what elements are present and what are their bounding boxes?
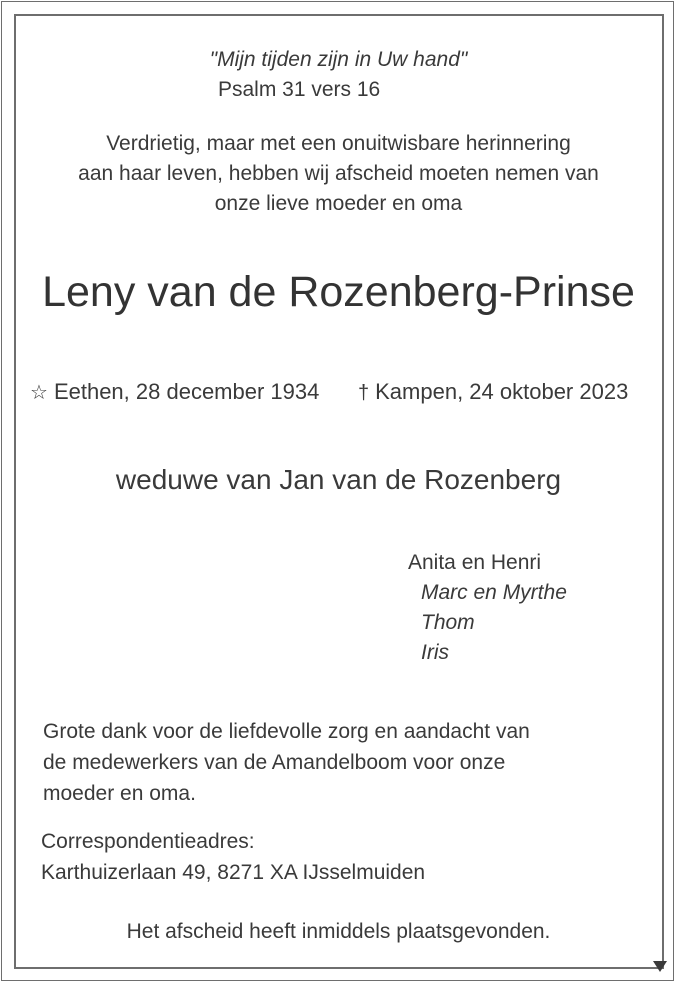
- intro-line: aan haar leven, hebben wij afscheid moeten nemen van: [78, 162, 599, 185]
- farewell-note: Het afscheid heeft inmiddels plaatsgevonden.: [126, 920, 551, 943]
- death-info: [358, 379, 628, 405]
- correspondence-label: Correspondentieadres:: [41, 830, 255, 853]
- intro-line: Verdrietig, maar met een onuitwisbare herinnering: [106, 132, 571, 155]
- correspondence-address: [41, 826, 425, 888]
- widow-of: weduwe van Jan van de Rozenberg: [115, 464, 562, 495]
- thanks-line: Grote dank voor de liefdevolle zorg en aandacht van: [43, 720, 530, 743]
- intro-text: [0, 129, 677, 219]
- bible-quote: "Mijn tijden zijn in Uw hand": [209, 48, 468, 71]
- cross-icon: †: [358, 382, 370, 404]
- deceased-name: Leny van de Rozenberg-Prinse: [42, 268, 635, 316]
- down-arrow-icon[interactable]: [653, 961, 667, 972]
- intro-line: onze lieve moeder en oma: [214, 192, 463, 215]
- family-parent: Anita en Henri: [408, 551, 542, 574]
- address-line: Karthuizerlaan 49, 8271 XA IJsselmuiden: [41, 861, 426, 884]
- family-child: Thom: [421, 611, 475, 634]
- thanks-text: [43, 716, 530, 809]
- birth-date: Eethen, 28 december 1934: [53, 379, 320, 404]
- death-date: Kampen, 24 oktober 2023: [375, 379, 629, 404]
- family-child: Marc en Myrthe: [421, 581, 567, 604]
- star-icon: ☆: [30, 382, 48, 404]
- family-child: Iris: [421, 641, 449, 664]
- life-dates: [30, 379, 629, 405]
- thanks-line: de medewerkers van de Amandelboom voor onze: [43, 751, 506, 774]
- family-list: [408, 548, 567, 668]
- bible-reference: Psalm 31 vers 16: [218, 78, 381, 101]
- thanks-line: moeder en oma.: [43, 782, 196, 805]
